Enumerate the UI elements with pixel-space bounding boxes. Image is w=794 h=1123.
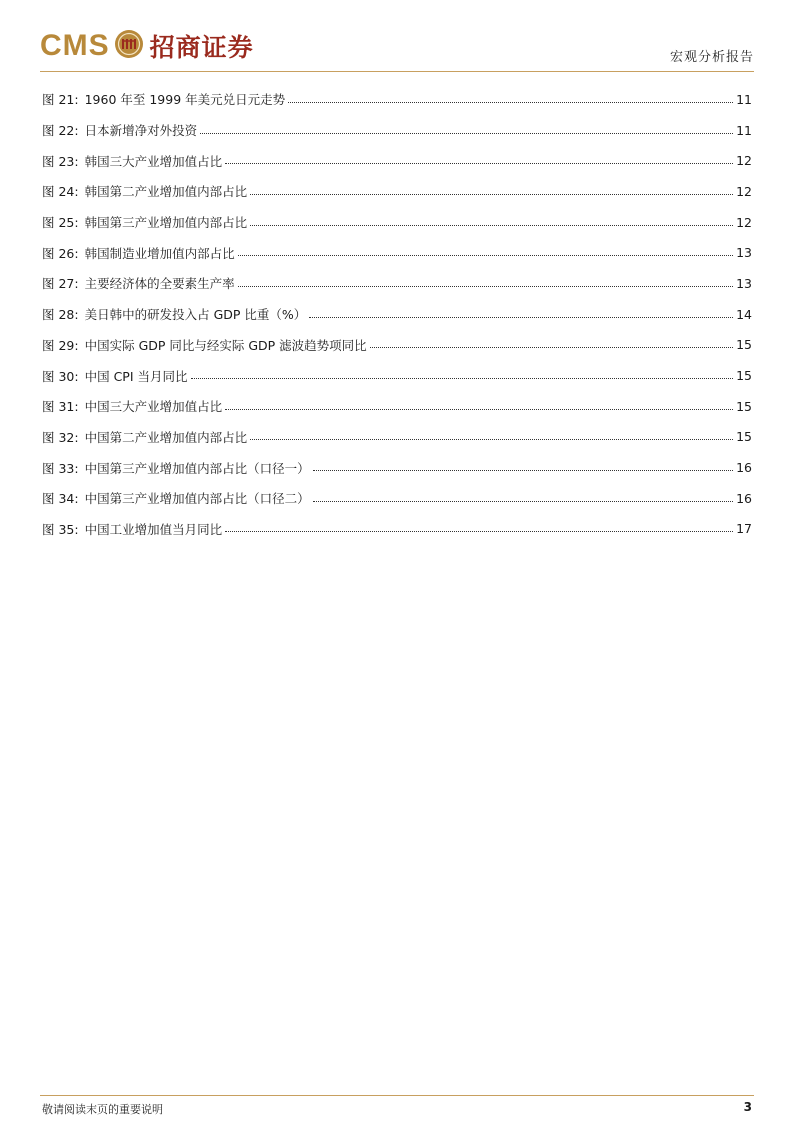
toc-entry-title: 主要经济体的全要素生产率 bbox=[84, 276, 235, 292]
toc-entry-number: 图 22: bbox=[42, 123, 79, 139]
toc-entry-page: 15 bbox=[736, 429, 752, 445]
page-number: 3 bbox=[743, 1100, 752, 1114]
toc-entry[interactable] bbox=[42, 514, 752, 545]
toc-entry-title: 韩国制造业增加值内部占比 bbox=[84, 245, 235, 261]
toc-entry-title: 中国 CPI 当月同比 bbox=[84, 368, 188, 384]
header-divider bbox=[40, 71, 754, 72]
toc-entry-number: 图 35: bbox=[42, 521, 79, 537]
toc-entry[interactable] bbox=[42, 145, 752, 176]
toc-leader-dots bbox=[225, 523, 733, 532]
toc-leader-dots bbox=[313, 462, 733, 471]
toc-entry-number: 图 27: bbox=[42, 276, 79, 292]
toc-entry-page: 12 bbox=[736, 153, 752, 169]
toc-leader-dots bbox=[250, 217, 733, 226]
toc-entry-number: 图 30: bbox=[42, 368, 79, 384]
toc-entry-page: 15 bbox=[736, 368, 752, 384]
toc-entry-title: 韩国第二产业增加值内部占比 bbox=[84, 184, 248, 200]
toc-leader-dots bbox=[370, 339, 733, 348]
logo-cms-text: CMS bbox=[40, 29, 110, 62]
toc-entry-title: 美日韩中的研发投入占 GDP 比重（%） bbox=[84, 307, 307, 323]
toc-entry[interactable] bbox=[42, 422, 752, 453]
toc-leader-dots bbox=[309, 309, 733, 318]
toc-entry-title: 中国第二产业增加值内部占比 bbox=[84, 429, 248, 445]
toc-entry[interactable] bbox=[42, 237, 752, 268]
toc-leader-dots bbox=[250, 431, 733, 440]
toc-entry-number: 图 33: bbox=[42, 460, 79, 476]
footer-disclaimer: 敬请阅读末页的重要说明 bbox=[42, 1103, 163, 1116]
toc-entry-page: 14 bbox=[736, 306, 752, 322]
toc-entry-page: 11 bbox=[736, 122, 752, 138]
toc-leader-dots bbox=[200, 125, 733, 134]
toc-entry[interactable] bbox=[42, 330, 752, 361]
page-header bbox=[40, 24, 754, 72]
report-type-label: 宏观分析报告 bbox=[669, 50, 754, 65]
toc-entry[interactable] bbox=[42, 360, 752, 391]
toc-entry-page: 16 bbox=[736, 490, 752, 506]
figure-list bbox=[42, 84, 752, 544]
toc-entry-title: 韩国三大产业增加值占比 bbox=[84, 153, 223, 169]
toc-entry-title: 中国第三产业增加值内部占比（口径二） bbox=[84, 491, 310, 507]
toc-leader-dots bbox=[313, 493, 733, 502]
toc-entry[interactable] bbox=[42, 176, 752, 207]
toc-entry[interactable] bbox=[42, 483, 752, 514]
toc-leader-dots bbox=[225, 155, 733, 164]
toc-entry-number: 图 31: bbox=[42, 399, 79, 415]
toc-entry-number: 图 25: bbox=[42, 215, 79, 231]
toc-entry-number: 图 26: bbox=[42, 245, 79, 261]
toc-entry-title: 中国实际 GDP 同比与经实际 GDP 滤波趋势项同比 bbox=[84, 337, 367, 353]
toc-entry[interactable] bbox=[42, 299, 752, 330]
toc-leader-dots bbox=[238, 278, 733, 287]
toc-entry-title: 日本新增净对外投资 bbox=[84, 123, 198, 139]
toc-entry[interactable] bbox=[42, 115, 752, 146]
toc-leader-dots bbox=[191, 370, 734, 379]
toc-entry-number: 图 32: bbox=[42, 429, 79, 445]
toc-entry-page: 15 bbox=[736, 337, 752, 353]
toc-leader-dots bbox=[250, 186, 733, 195]
toc-leader-dots bbox=[238, 247, 733, 256]
toc-entry-title: 中国三大产业增加值占比 bbox=[84, 399, 223, 415]
toc-entry-number: 图 28: bbox=[42, 307, 79, 323]
company-logo bbox=[40, 28, 254, 64]
logo-cn-text: 招商证券 bbox=[149, 33, 254, 62]
toc-entry[interactable] bbox=[42, 84, 752, 115]
toc-leader-dots bbox=[225, 401, 733, 410]
toc-entry-page: 13 bbox=[736, 275, 752, 291]
toc-entry-page: 11 bbox=[736, 91, 752, 107]
toc-entry-title: 韩国第三产业增加值内部占比 bbox=[84, 215, 248, 231]
toc-entry-number: 图 23: bbox=[42, 153, 79, 169]
toc-leader-dots bbox=[288, 94, 733, 103]
toc-entry-page: 17 bbox=[736, 521, 752, 537]
toc-entry-number: 图 21: bbox=[42, 92, 79, 108]
toc-entry-page: 12 bbox=[736, 183, 752, 199]
toc-entry-page: 13 bbox=[736, 245, 752, 261]
toc-entry-page: 15 bbox=[736, 398, 752, 414]
toc-entry-page: 16 bbox=[736, 460, 752, 476]
toc-entry-title: 中国工业增加值当月同比 bbox=[84, 521, 223, 537]
footer-divider bbox=[40, 1095, 754, 1096]
logo-emblem-icon bbox=[114, 29, 144, 63]
toc-entry[interactable] bbox=[42, 391, 752, 422]
toc-entry-page: 12 bbox=[736, 214, 752, 230]
toc-entry[interactable] bbox=[42, 268, 752, 299]
toc-entry-title: 1960 年至 1999 年美元兑日元走势 bbox=[84, 92, 286, 108]
toc-entry-number: 图 34: bbox=[42, 491, 79, 507]
toc-entry[interactable] bbox=[42, 452, 752, 483]
toc-entry-number: 图 29: bbox=[42, 337, 79, 353]
toc-entry-title: 中国第三产业增加值内部占比（口径一） bbox=[84, 460, 310, 476]
toc-entry[interactable] bbox=[42, 207, 752, 238]
toc-entry-number: 图 24: bbox=[42, 184, 79, 200]
